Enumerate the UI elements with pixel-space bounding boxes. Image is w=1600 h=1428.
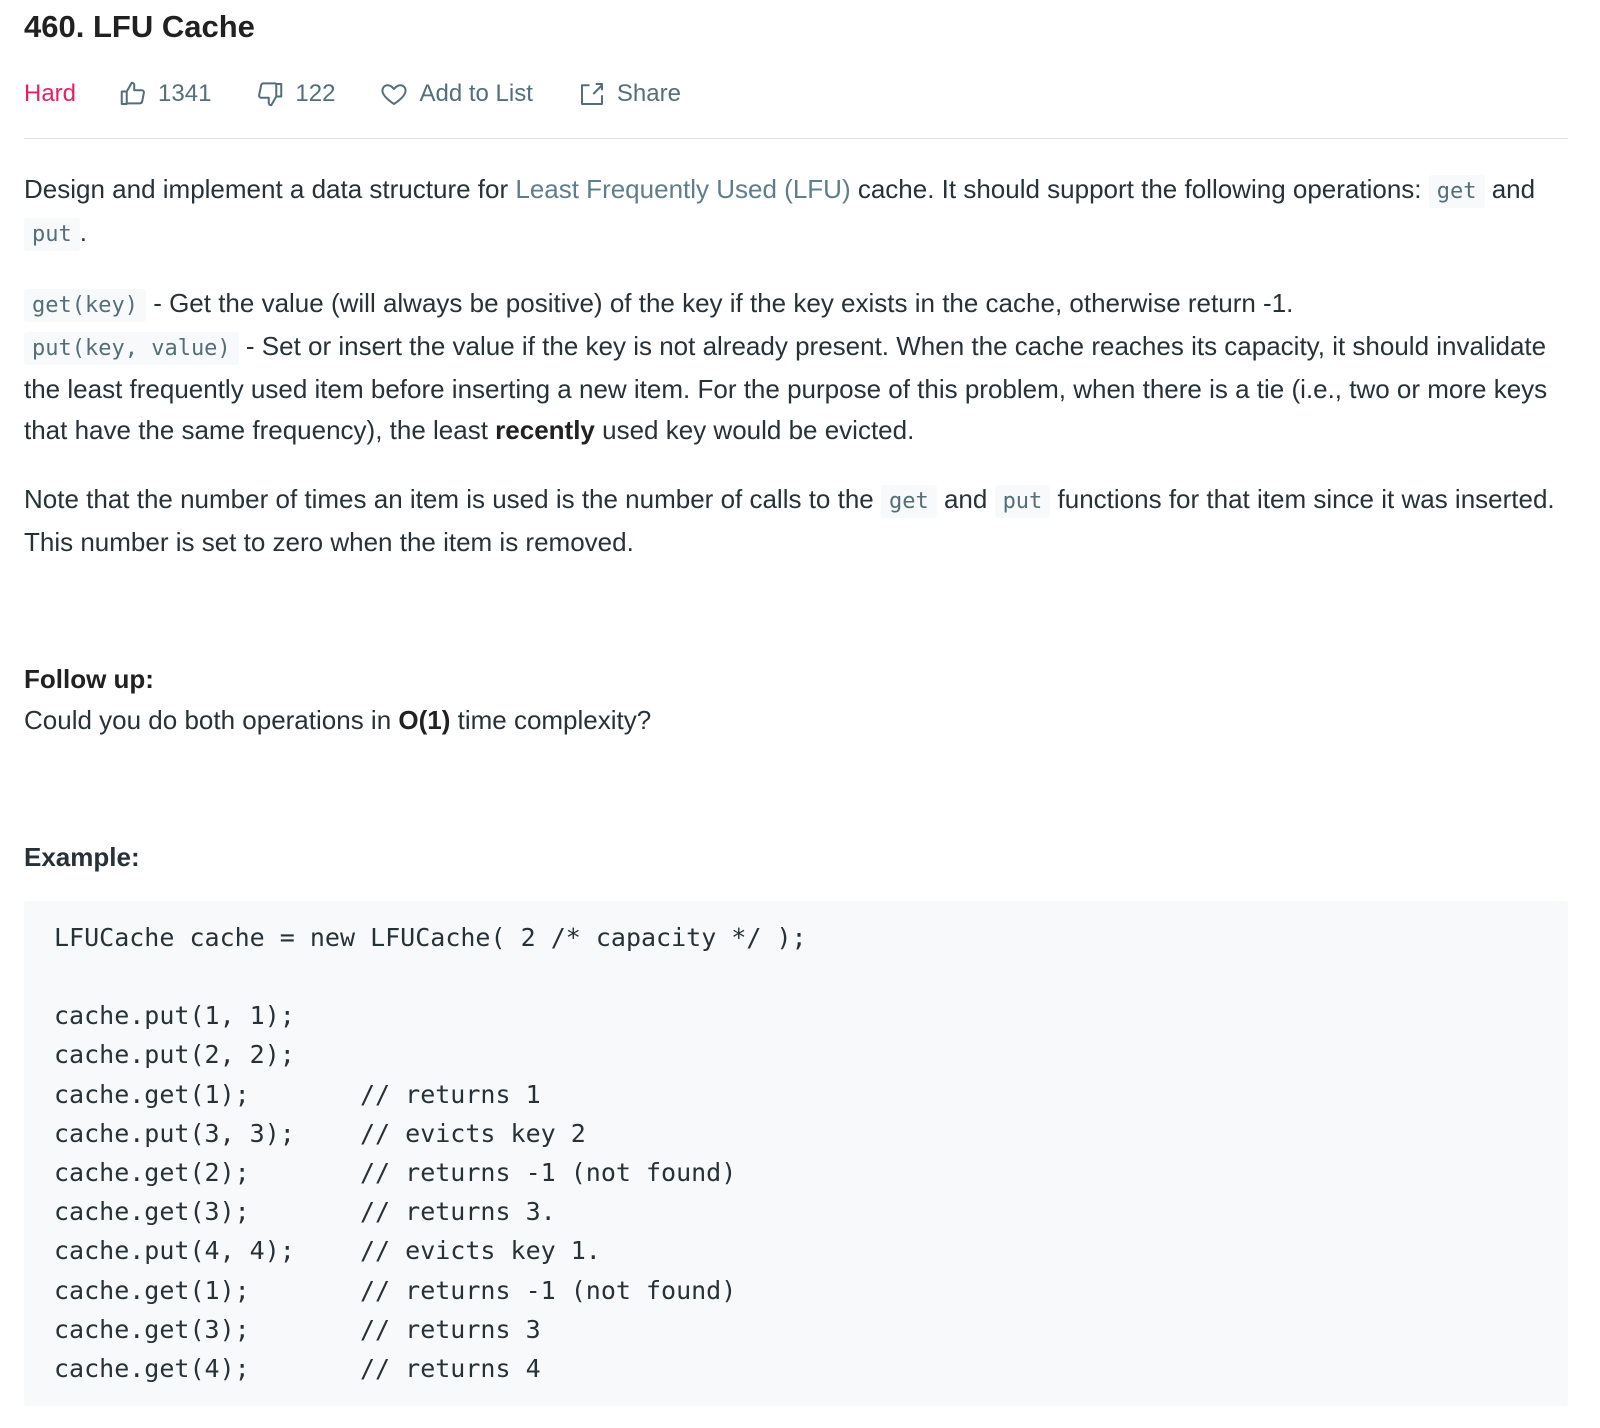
- put-description-2: used key would be evicted.: [594, 415, 915, 445]
- dislike-button[interactable]: [255, 79, 335, 109]
- code-statement: cache.get(1);: [54, 1275, 250, 1305]
- code-comment: // returns -1 (not found): [360, 1275, 737, 1305]
- intro-text-3: and: [1484, 174, 1536, 204]
- code-line: [54, 1310, 1538, 1349]
- inline-code-get-2: get: [881, 485, 937, 518]
- code-statement: cache.get(3);: [54, 1314, 250, 1344]
- inline-code-get-key: get(key): [24, 289, 146, 322]
- code-line: [54, 1153, 1538, 1192]
- code-statement: cache.put(2, 2);: [54, 1040, 295, 1070]
- code-statement: cache.put(4, 4);: [54, 1236, 295, 1266]
- code-comment: // returns 3.: [360, 1197, 556, 1227]
- code-line: [54, 1231, 1538, 1270]
- code-comment: // returns -1 (not found): [360, 1157, 737, 1187]
- code-statement: cache.put(3, 3);: [54, 1118, 295, 1148]
- code-line-init: LFUCache cache = new LFUCache( 2 /* capacity */ );: [54, 923, 807, 952]
- like-button[interactable]: [118, 79, 211, 109]
- problem-description: [24, 169, 1568, 1406]
- inline-code-put: put: [24, 218, 80, 251]
- share-button[interactable]: [577, 79, 681, 109]
- note-text-2: and: [936, 484, 995, 514]
- intro-text-1: Design and implement a data structure for: [24, 174, 516, 204]
- code-line: [54, 1114, 1538, 1153]
- inline-code-put-2: put: [995, 485, 1051, 518]
- intro-text-4: .: [79, 217, 87, 247]
- followup-section: [24, 659, 1568, 741]
- thumbs-down-icon: [255, 79, 285, 109]
- code-statement: cache.put(1, 1);: [54, 1001, 295, 1031]
- code-comment: // evicts key 1.: [360, 1236, 601, 1266]
- code-lines: [54, 996, 1538, 1388]
- dislikes-count: 122: [295, 80, 336, 107]
- get-description: - Get the value (will always be positive) of the key if the key exists in the cache, otherwise return -1.: [145, 288, 1294, 318]
- code-line: [54, 1271, 1538, 1310]
- code-line: [54, 1035, 1538, 1074]
- page-title: 460. LFU Cache: [24, 9, 255, 44]
- code-statement: cache.get(3);: [54, 1197, 250, 1227]
- followup-text-2: time complexity?: [450, 705, 652, 735]
- code-statement: cache.get(1);: [54, 1079, 250, 1109]
- operations-paragraph: [24, 283, 1568, 451]
- lfu-link[interactable]: Least Frequently Used (LFU): [515, 174, 851, 204]
- code-comment: // returns 3: [360, 1314, 541, 1344]
- code-line: [54, 996, 1538, 1035]
- code-comment: // returns 4: [360, 1353, 541, 1383]
- thumbs-up-icon: [118, 79, 148, 109]
- example-heading: Example:: [24, 842, 140, 872]
- intro-text-2: cache. It should support the following operations:: [850, 174, 1429, 204]
- heart-icon: [379, 79, 409, 109]
- add-to-list-button[interactable]: [379, 79, 532, 109]
- share-label: Share: [616, 80, 681, 107]
- note-text-3: functions for that item since it was inserted. This number is set to zero when the item is removed.: [24, 484, 1555, 557]
- code-comment: // returns 1: [360, 1079, 541, 1109]
- complexity-bold: O(1): [398, 705, 451, 735]
- note-paragraph: [24, 479, 1568, 563]
- code-line: [54, 1192, 1538, 1231]
- problem-meta-bar: [24, 70, 1568, 139]
- code-statement: cache.get(4);: [54, 1353, 250, 1383]
- intro-paragraph: [24, 169, 1568, 255]
- note-text-1: Note that the number of times an item is used is the number of calls to the: [24, 484, 881, 514]
- followup-text-1: Could you do both operations in: [24, 705, 399, 735]
- likes-count: 1341: [158, 80, 212, 107]
- share-icon: [577, 79, 607, 109]
- put-description-1: - Set or insert the value if the key is not already present. When the cache reaches its capacity, it should invalidate the least frequently used item before inserting a new item. For the purpose of this problem, when there is a tie (i.e., two or more keys that have the same frequency), the least: [24, 331, 1548, 445]
- code-line: [54, 1349, 1538, 1388]
- example-code-block: [24, 901, 1568, 1406]
- code-comment: // evicts key 2: [360, 1118, 586, 1148]
- code-statement: cache.get(2);: [54, 1157, 250, 1187]
- difficulty-badge: Hard: [24, 80, 77, 107]
- inline-code-put-key-value: put(key, value): [24, 332, 239, 365]
- add-to-list-label: Add to List: [419, 80, 533, 107]
- followup-heading: Follow up:: [24, 664, 154, 694]
- recently-bold: recently: [495, 415, 595, 445]
- code-line: [54, 1075, 1538, 1114]
- code-line-blank: [54, 957, 1538, 996]
- inline-code-get: get: [1429, 175, 1485, 208]
